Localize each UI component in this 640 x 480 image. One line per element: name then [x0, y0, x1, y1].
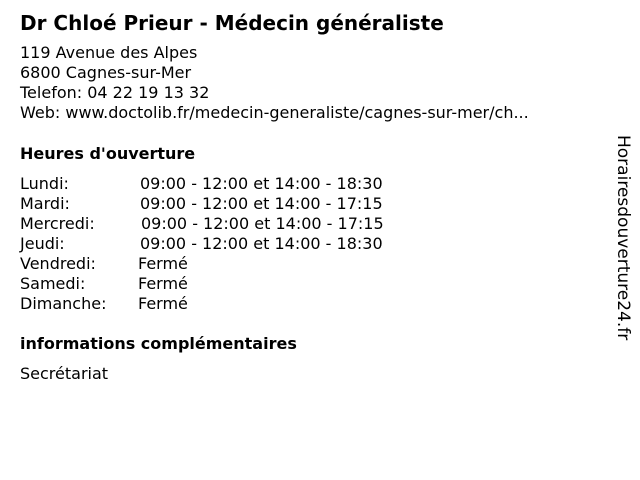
day-label: Vendredi:: [20, 254, 96, 273]
additional-info-text: Secrétariat: [20, 364, 109, 383]
time-value: Fermé: [138, 274, 188, 293]
site-watermark: Horairesdouverture24.fr: [613, 135, 633, 341]
website-link[interactable]: Web: www.doctolib.fr/medecin-generaliste/cagnes-sur-mer/ch...: [20, 103, 529, 122]
time-value: 09:00 - 12:00 et 14:00 - 18:30: [140, 174, 383, 193]
street-address: 119 Avenue des Alpes: [20, 43, 198, 62]
day-label: Mercredi:: [20, 214, 95, 233]
time-value: Fermé: [138, 294, 188, 313]
time-value: 09:00 - 12:00 et 14:00 - 17:15: [141, 214, 384, 233]
additional-info-heading: informations complémentaires: [20, 334, 297, 353]
city-address: 6800 Cagnes-sur-Mer: [20, 63, 192, 82]
time-value: Fermé: [138, 254, 188, 273]
page-title: Dr Chloé Prieur - Médecin généraliste: [20, 11, 444, 35]
opening-hours-heading: Heures d'ouverture: [20, 144, 196, 163]
day-label: Jeudi:: [20, 234, 65, 253]
contact-details: [20, 43, 529, 123]
day-label: Mardi:: [20, 194, 70, 213]
time-value: 09:00 - 12:00 et 14:00 - 17:15: [140, 194, 383, 213]
phone-number[interactable]: Telefon: 04 22 19 13 32: [20, 83, 210, 102]
day-label: Lundi:: [20, 174, 69, 193]
time-value: 09:00 - 12:00 et 14:00 - 18:30: [140, 234, 383, 253]
day-label: Dimanche:: [20, 294, 107, 313]
day-label: Samedi:: [20, 274, 86, 293]
